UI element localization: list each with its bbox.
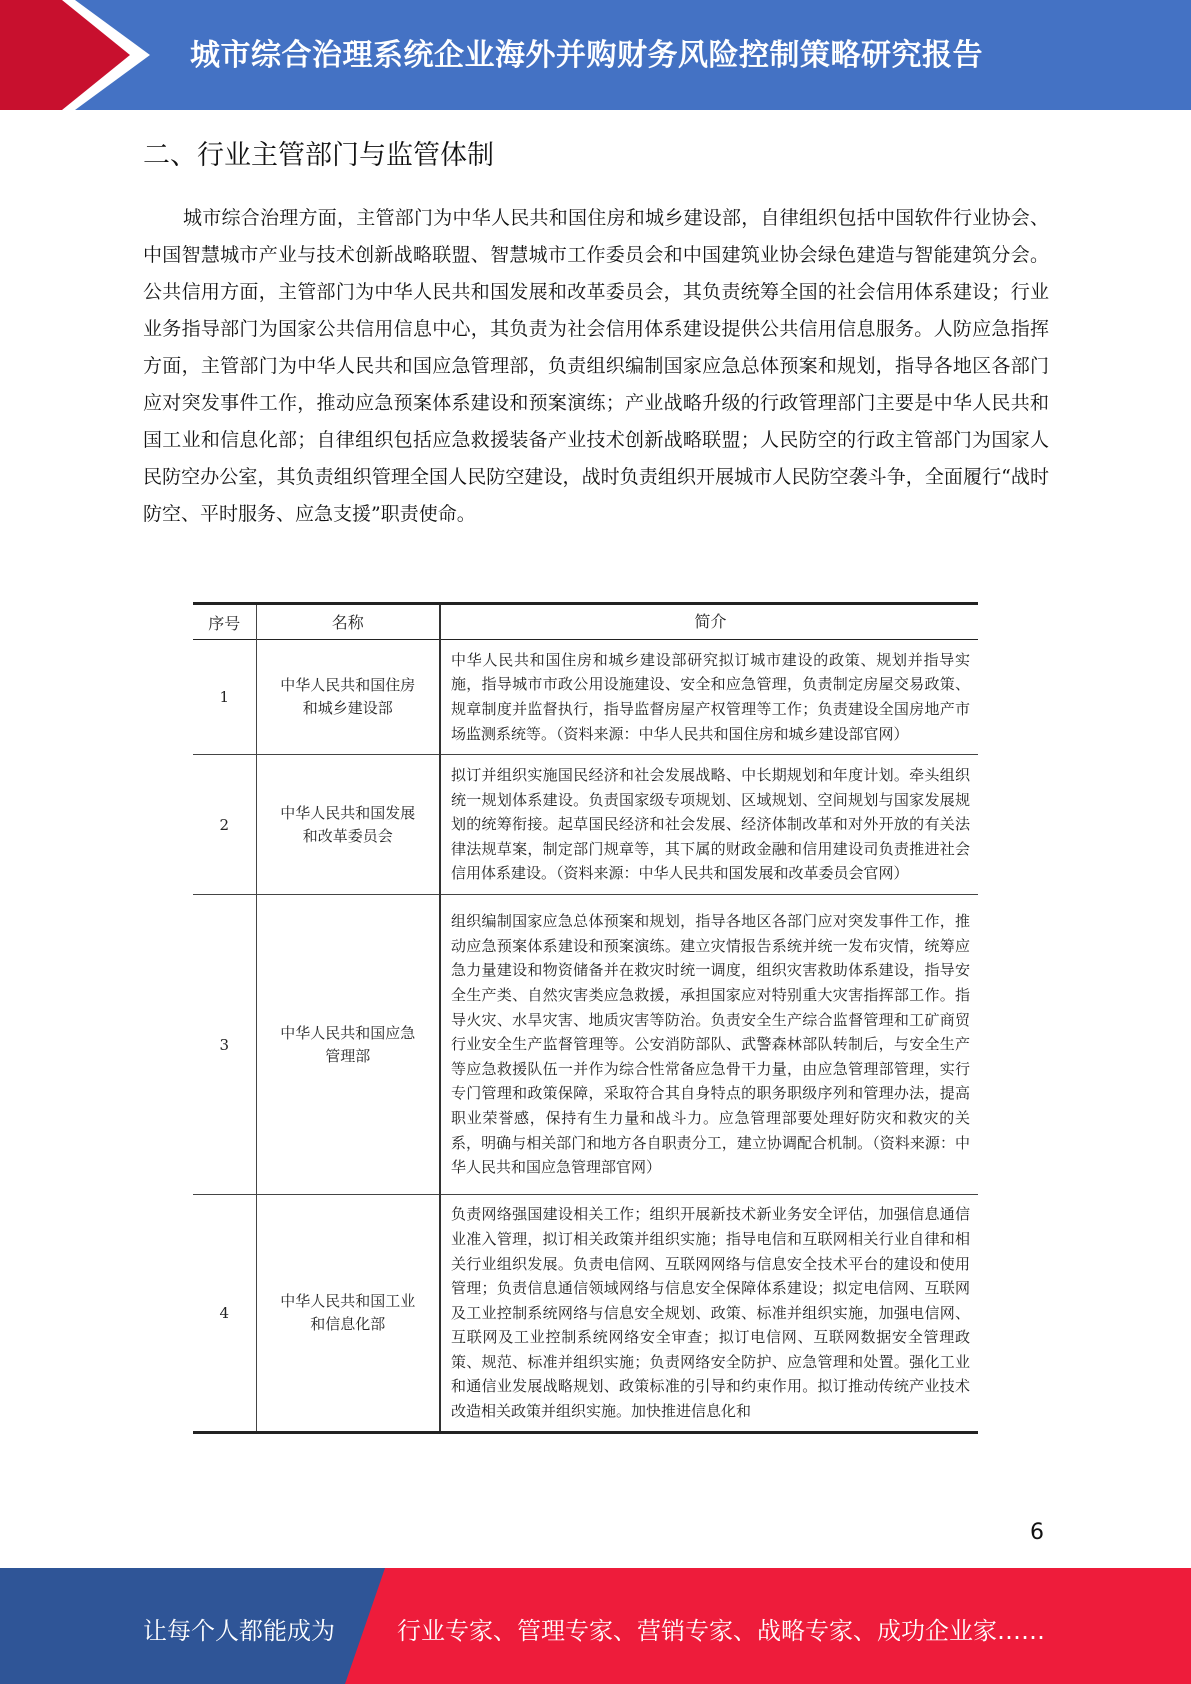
report-title: 城市综合治理系统企业海外并购财务风险控制策略研究报告 bbox=[190, 38, 983, 73]
row-name: 中华人民共和国工业和信息化部 bbox=[256, 1195, 440, 1433]
table-body bbox=[193, 640, 978, 1433]
header-cell-description: 简介 bbox=[694, 611, 727, 631]
header-cell-name: 名称 bbox=[256, 604, 440, 640]
table-row bbox=[193, 755, 978, 895]
body-paragraph: 城市综合治理方面，主管部门为中华人民共和国住房和城乡建设部，自律组织包括中国软件行业协会、中国智慧城市产业与技术创新战略联盟、智慧城市工作委员会和中国建筑业协会绿色建造与智能建筑分会。公共信用方面，主管部门为中华人民共和国发展和改革委员会，其负责统筹全国的社会信用体系建设；行业业务指导部门为国家公共信用信息中心，其负责为社会信用体系建设提供公共信用信息服务。人防应急指挥方面，主管部门为中华人民共和国应急管理部，负责组织编制国家应急总体预案和规划，指导各地区各部门应对突发事件工作，推动应急预案体系建设和预案演练；产业战略升级的行政管理部门主要是中华人民共和国工业和信息化部；自律组织包括应急救援装备产业技术创新战略联盟；人民防空的行政主管部门为国家人民防空办公室，其负责组织管理全国人民防空建设，战时负责组织开展城市人民防空袭斗争，全面履行“战时防空、平时服务、应急支援”职责使命。 bbox=[143, 207, 1049, 525]
table-row bbox=[193, 1195, 978, 1433]
row-description: 组织编制国家应急总体预案和规划，指导各地区各部门应对突发事件工作，推动应急预案体系建设和预案演练。建立灾情报告系统并统一发布灾情，统筹应急力量建设和物资储备并在救灾时统一调度，组织灾害救助体系建设，指导安全生产类、自然灾害类应急救援，承担国家应对特别重大灾害指挥部工作。指导火灾、水旱灾害、地质灾害等防治。负责安全生产综合监督管理和工矿商贸行业安全生产监督管理等。公安消防部队、武警森林部队转制后，与安全生产等应急救援队伍一并作为综合性常备应急骨干力量，由应急管理部管理，实行专门管理和政策保障，采取符合其自身特点的职务职级序列和管理办法，提高职业荣誉感，保持有生力量和战斗力。应急管理部要处理好防灾和救灾的关系，明确与相关部门和地方各自职责分工，建立协调配合机制。（资料来源：中华人民共和国应急管理部官网） bbox=[451, 912, 970, 1177]
row-number: 2 bbox=[193, 755, 256, 895]
row-name: 中华人民共和国住房和城乡建设部 bbox=[256, 640, 440, 755]
table-header-row bbox=[193, 604, 978, 640]
row-number: 4 bbox=[193, 1195, 256, 1433]
table-row bbox=[193, 895, 978, 1195]
row-number: 3 bbox=[193, 895, 256, 1195]
row-name: 中华人民共和国发展和改革委员会 bbox=[256, 755, 440, 895]
row-description: 中华人民共和国住房和城乡建设部研究拟订城市建设的政策、规划并指导实施，指导城市市政公用设施建设、安全和应急管理，负责制定房屋交易政策、规章制度并监督执行，指导监督房屋产权管理等工作；负责建设全国房地产市场监测系统等。（资料来源：中华人民共和国住房和城乡建设部官网） bbox=[451, 650, 970, 743]
section-heading: 二、行业主管部门与监管体制 bbox=[143, 140, 494, 171]
footer-banner bbox=[0, 1568, 1191, 1684]
header-banner bbox=[0, 0, 1191, 110]
red-chevron-decoration bbox=[0, 0, 150, 110]
regulator-table bbox=[193, 602, 978, 1434]
page-number: 6 bbox=[1030, 1520, 1044, 1545]
header-cell-number: 序号 bbox=[193, 604, 256, 640]
table-row bbox=[193, 640, 978, 755]
footer-slogan-left: 让每个人都能成为 bbox=[143, 1617, 335, 1645]
row-description: 拟订并组织实施国民经济和社会发展战略、中长期规划和年度计划。牵头组织统一规划体系建设。负责国家级专项规划、区域规划、空间规划与国家发展规划的统筹衔接。起草国民经济和社会发展、经济体制改革和对外开放的有关法律法规草案，制定部门规章等，其下属的财政金融和信用建设司负责推进社会信用体系建设。（资料来源：中华人民共和国发展和改革委员会官网） bbox=[451, 766, 970, 883]
row-name: 中华人民共和国应急管理部 bbox=[256, 895, 440, 1195]
row-number: 1 bbox=[193, 640, 256, 755]
row-description: 负责网络强国建设相关工作；组织开展新技术新业务安全评估，加强信息通信业准入管理，拟订相关政策并组织实施；指导电信和互联网相关行业自律和相关行业组织发展。负责电信网、互联网网络与信息安全技术平台的建设和使用管理；负责信息通信领域网络与信息安全保障体系建设；拟定电信网、互联网及工业控制系统网络与信息安全规划、政策、标准并组织实施，加强电信网、互联网及工业控制系统网络安全审查；拟订电信网、互联网数据安全管理政策、规范、标准并组织实施；负责网络安全防护、应急管理和处置。强化工业和通信业发展战略规划、政策标准的引导和约束作用。拟订推动传统产业技术改造相关政策并组织实施。加快推进信息化和 bbox=[451, 1205, 970, 1421]
footer-slogan-right: 行业专家、管理专家、营销专家、战略专家、成功企业家…… bbox=[397, 1617, 1045, 1645]
regulator-table-grid bbox=[193, 602, 978, 1434]
table-header bbox=[193, 604, 978, 640]
